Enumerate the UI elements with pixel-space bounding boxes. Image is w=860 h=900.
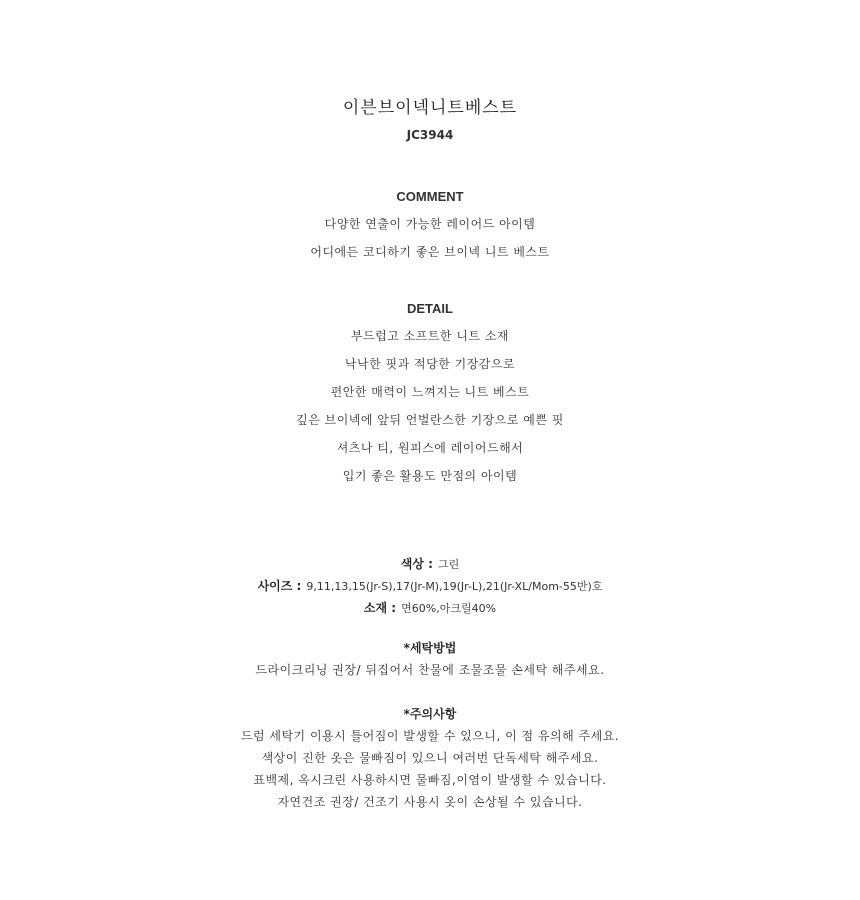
caution-line: 자연건조 권장/ 건조기 사용시 옷이 손상될 수 있습니다.	[277, 795, 583, 809]
detail-line: 셔츠나 티, 원피스에 레이어드해서	[336, 441, 524, 455]
spec-color	[0, 553, 860, 572]
comment-line: 어디에든 코디하기 좋은 브이넥 니트 베스트	[310, 245, 550, 259]
spec-material	[0, 597, 860, 616]
caution-line: 드럼 세탁기 이용시 틀어짐이 발생할 수 있으니, 이 점 유의해 주세요.	[240, 729, 620, 743]
detail-line: 낙낙한 핏과 적당한 기장감으로	[344, 357, 516, 371]
spec-color-label: 색상 :	[400, 557, 433, 571]
detail-line: 편안한 매력이 느껴지는 니트 베스트	[330, 385, 530, 399]
product-code: JC3944	[406, 128, 454, 142]
spec-material-value: 면60%,아크릴40%	[401, 602, 497, 615]
detail-line: 입기 좋은 활용도 만점의 아이템	[342, 469, 518, 483]
caution-line: 색상이 진한 옷은 물빠짐이 있으니 여러번 단독세탁 해주세요.	[261, 751, 599, 765]
detail-line: 부드럽고 소프트한 니트 소재	[350, 329, 510, 343]
spec-size	[0, 575, 860, 594]
comment-heading: COMMENT	[396, 189, 464, 204]
product-name: 이븐브이넥니트베스트	[342, 98, 518, 118]
caution-heading: *주의사항	[403, 707, 457, 721]
spec-size-value: 9,11,13,15(Jr-S),17(Jr-M),19(Jr-L),21(Jr-XL/Mom-55반)호	[306, 580, 603, 593]
spec-size-label: 사이즈 :	[257, 579, 302, 593]
washing-heading: *세탁방법	[403, 641, 457, 655]
comment-line: 다양한 연출이 가능한 레이어드 아이템	[324, 217, 536, 231]
detail-heading: DETAIL	[407, 301, 453, 316]
caution-line: 표백제, 옥시크린 사용하시면 물빠짐,이염이 발생할 수 있습니다.	[253, 773, 607, 787]
spec-material-label: 소재 :	[363, 601, 397, 615]
washing-line: 드라이크리닝 권장/ 뒤집어서 찬물에 조물조물 손세탁 해주세요.	[255, 663, 605, 677]
detail-line: 깊은 브이넥에 앞뒤 언벌란스한 기장으로 예쁜 핏	[296, 413, 564, 427]
spec-color-value: 그린	[438, 558, 460, 571]
